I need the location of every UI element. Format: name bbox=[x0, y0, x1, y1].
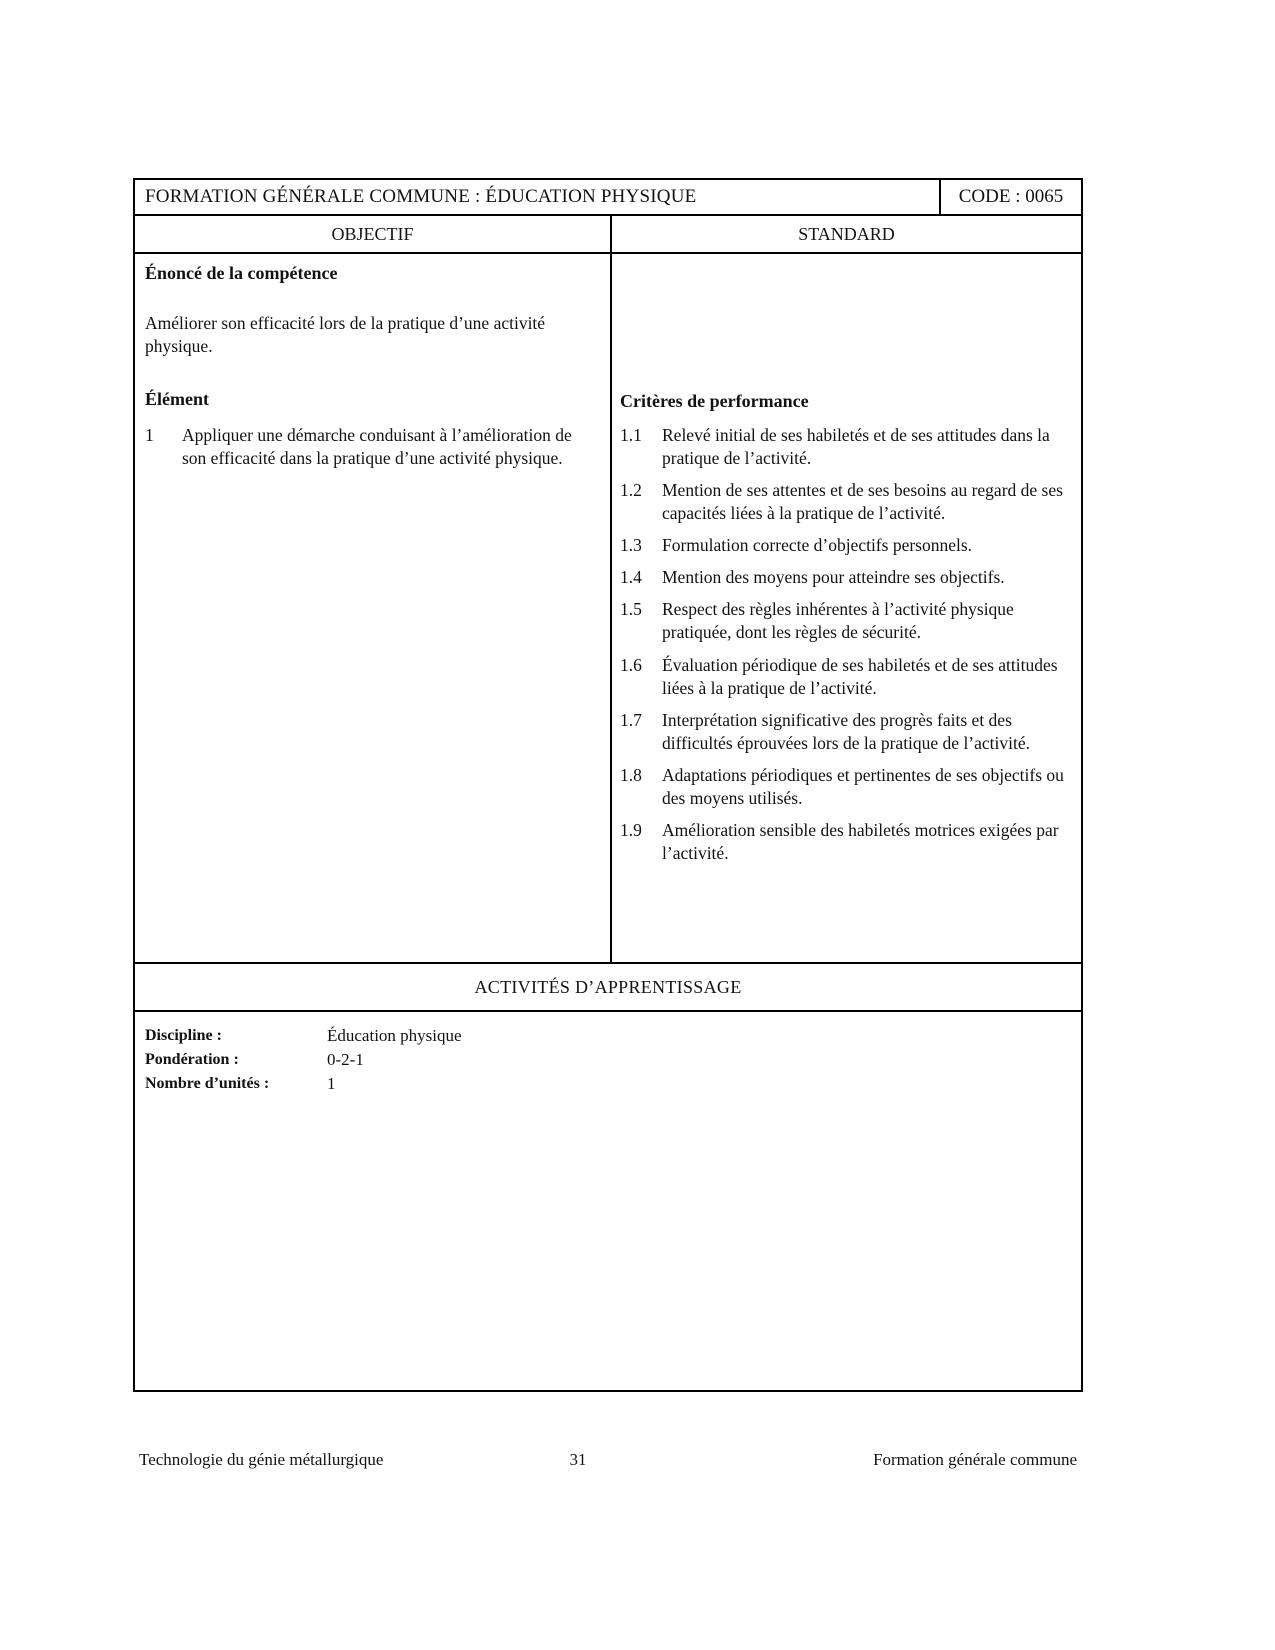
standard-column-header: STANDARD bbox=[798, 223, 895, 244]
element-number: 1 bbox=[145, 424, 154, 445]
criterion-item bbox=[620, 598, 1071, 644]
field-row-unites bbox=[145, 1072, 1071, 1096]
criterion-item bbox=[620, 709, 1071, 755]
criterion-item bbox=[620, 819, 1071, 865]
element-title: Élément bbox=[145, 388, 209, 409]
table-header-row bbox=[135, 180, 1081, 216]
field-row-discipline bbox=[145, 1024, 1071, 1048]
objectif-column bbox=[135, 254, 612, 962]
criterion-number: 1.8 bbox=[620, 764, 642, 785]
activites-header: ACTIVITÉS D’APPRENTISSAGE bbox=[135, 964, 1081, 1012]
criterion-number: 1.6 bbox=[620, 654, 642, 675]
enonce-title: Énoncé de la compétence bbox=[145, 263, 338, 283]
criterion-item bbox=[620, 566, 1071, 589]
column-headers-row bbox=[135, 216, 1081, 254]
field-value: 0-2-1 bbox=[327, 1050, 364, 1070]
field-label: Nombre d’unités : bbox=[145, 1075, 270, 1093]
standard-column bbox=[612, 254, 1081, 962]
criterion-text: Interprétation significative des progrès faits et des difficultés éprouvées lors de la pratique de l’activité. bbox=[662, 709, 1031, 753]
criterion-item bbox=[620, 764, 1071, 810]
criterion-item bbox=[620, 479, 1071, 525]
criteria-list bbox=[620, 424, 1071, 866]
criterion-item bbox=[620, 654, 1071, 700]
field-value: Éducation physique bbox=[327, 1026, 462, 1045]
criterion-number: 1.9 bbox=[620, 820, 642, 841]
footer-section-name: Formation générale commune bbox=[873, 1450, 1077, 1469]
criterion-number: 1.4 bbox=[620, 567, 642, 588]
course-code: CODE : 0065 bbox=[939, 180, 1081, 214]
footer-program-name: Technologie du génie métallurgique bbox=[139, 1450, 384, 1469]
main-body-row bbox=[135, 254, 1081, 964]
course-spec-table bbox=[133, 178, 1083, 1392]
criterion-number: 1.7 bbox=[620, 709, 642, 730]
criterion-number: 1.1 bbox=[620, 424, 642, 445]
criterion-item bbox=[620, 424, 1071, 470]
criterion-text: Amélioration sensible des habiletés motrices exigées par l’activité. bbox=[662, 820, 1059, 864]
element-text: Appliquer une démarche conduisant à l’amélioration de son efficacité dans la pratique d’une activité physique. bbox=[182, 424, 572, 468]
criteres-title: Critères de performance bbox=[620, 391, 809, 411]
criterion-item bbox=[620, 534, 1071, 557]
objectif-column-header: OBJECTIF bbox=[135, 216, 612, 252]
criterion-text: Respect des règles inhérentes à l’activité physique pratiquée, dont les règles de sécurité. bbox=[662, 599, 1014, 643]
criterion-text: Mention de ses attentes et de ses besoins au regard de ses capacités liées à la pratique de l’activité. bbox=[662, 479, 1063, 524]
criterion-text: Adaptations périodiques et pertinentes de ses objectifs ou des moyens utilisés. bbox=[662, 764, 1064, 808]
element-item bbox=[145, 424, 594, 470]
enonce-text: Améliorer son efficacité lors de la pratique d’une activité physique. bbox=[145, 312, 546, 356]
criterion-text: Évaluation périodique de ses habiletés et de ses attitudes liées à la pratique de l’activité. bbox=[662, 654, 1058, 698]
criterion-text: Mention des moyens pour atteindre ses objectifs. bbox=[662, 567, 1005, 588]
field-value: 1 bbox=[327, 1074, 336, 1094]
criterion-number: 1.5 bbox=[620, 599, 642, 620]
activites-body bbox=[135, 1012, 1081, 1390]
field-label: Pondération : bbox=[145, 1051, 239, 1069]
field-label: Discipline : bbox=[145, 1027, 222, 1044]
field-row-ponderation bbox=[145, 1048, 1071, 1072]
footer-page-number: 31 bbox=[569, 1450, 587, 1469]
criterion-number: 1.3 bbox=[620, 535, 642, 556]
criterion-text: Relevé initial de ses habiletés et de ses attitudes dans la pratique de l’activité. bbox=[662, 424, 1050, 468]
page-footer bbox=[133, 1450, 1083, 1470]
criterion-text: Formulation correcte d’objectifs personnels. bbox=[662, 535, 973, 556]
document-title: FORMATION GÉNÉRALE COMMUNE : ÉDUCATION PHYSIQUE bbox=[145, 186, 697, 207]
criterion-number: 1.2 bbox=[620, 479, 642, 500]
